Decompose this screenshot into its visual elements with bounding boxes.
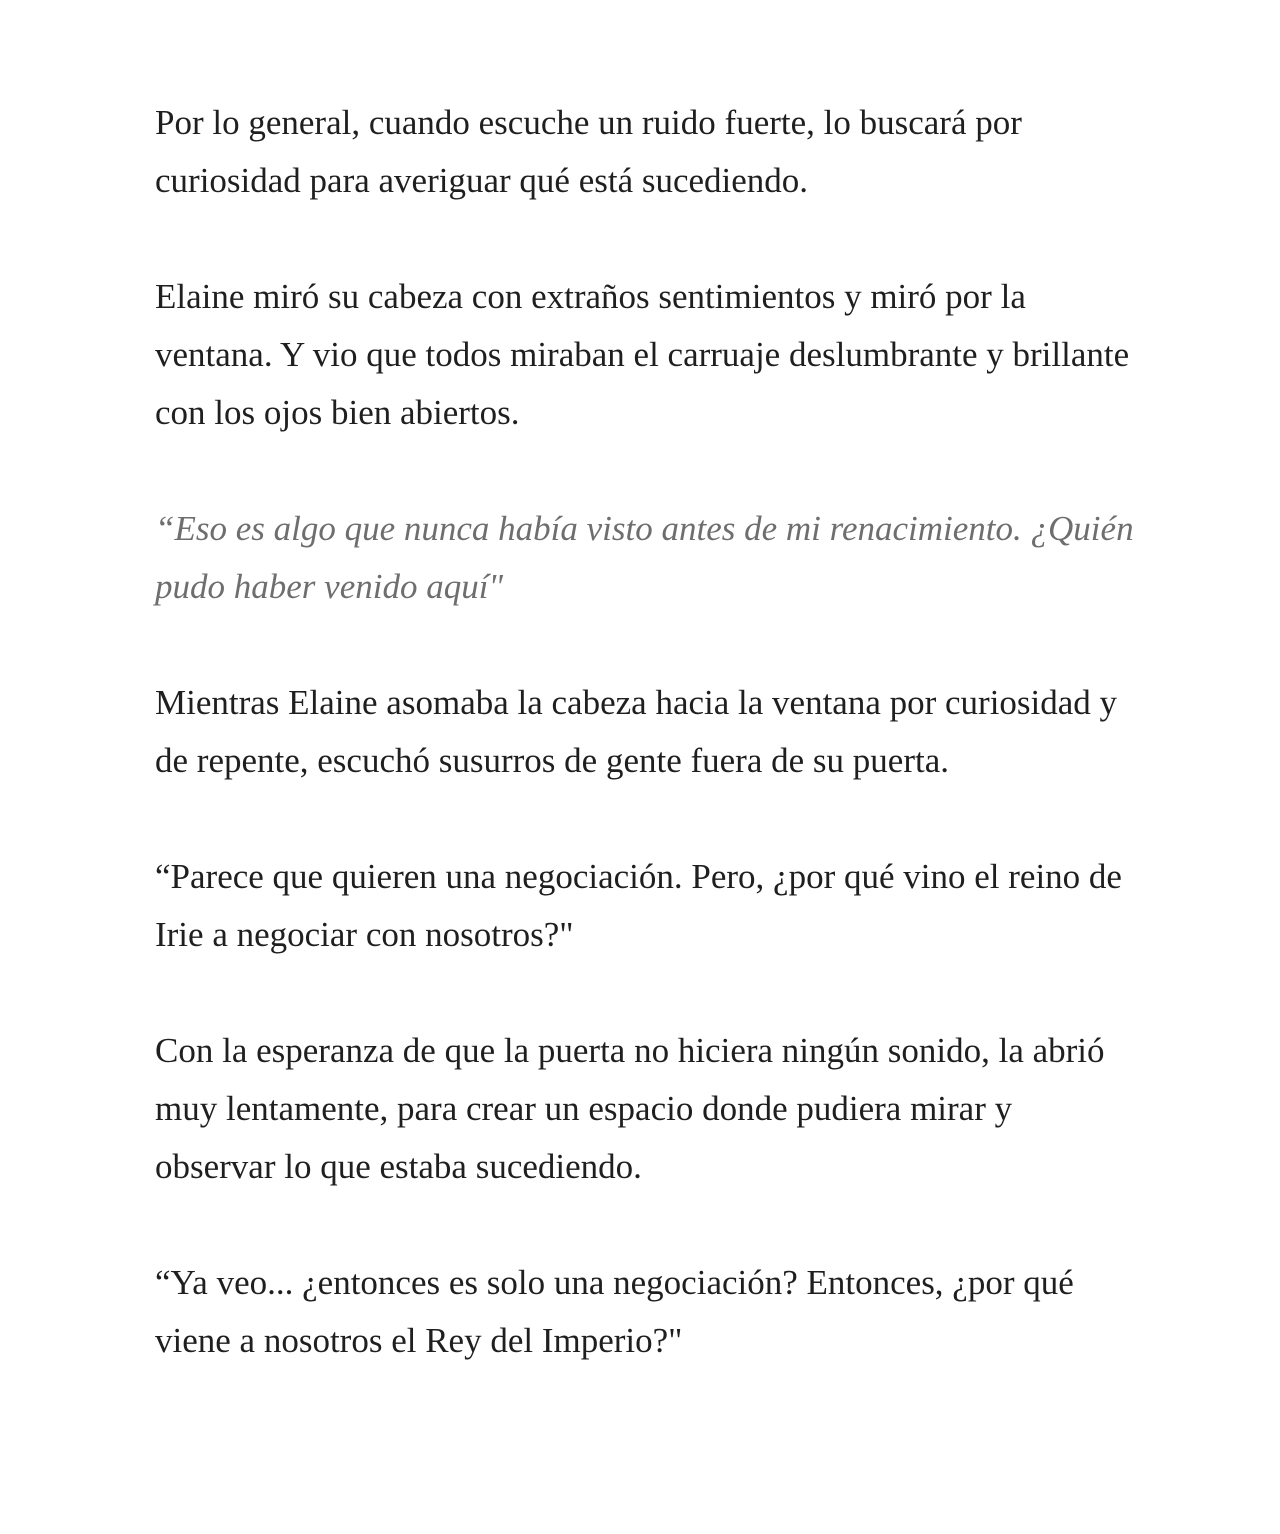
paragraph-4: Mientras Elaine asomaba la cabeza hacia la ventana por curiosidad y de repente, escuchó susurros de gente fuera de su puerta. bbox=[155, 683, 1118, 780]
dialogue-paragraph-2: “Ya veo... ¿entonces es solo una negociación? Entonces, ¿por qué viene a nosotros el Rey del Imperio?" bbox=[155, 1263, 1074, 1360]
dialogue-paragraph-1: “Parece que quieren una negociación. Pero, ¿por qué vino el reino de Irie a negociar con nosotros?" bbox=[155, 857, 1122, 954]
chapter-text bbox=[155, 94, 1135, 1428]
paragraph-6: Con la esperanza de que la puerta no hiciera ningún sonido, la abrió muy lentamente, para crear un espacio donde pudiera mirar y observar lo que estaba sucediendo. bbox=[155, 1031, 1105, 1186]
inner-thought-paragraph: “Eso es algo que nunca había visto antes de mi renacimiento. ¿Quién pudo haber venido aquí" bbox=[155, 509, 1134, 606]
paragraph-1: Por lo general, cuando escuche un ruido fuerte, lo buscará por curiosidad para averiguar qué está sucediendo. bbox=[155, 103, 1022, 200]
paragraph-2: Elaine miró su cabeza con extraños sentimientos y miró por la ventana. Y vio que todos miraban el carruaje deslumbrante y brillante con los ojos bien abiertos. bbox=[155, 277, 1130, 432]
